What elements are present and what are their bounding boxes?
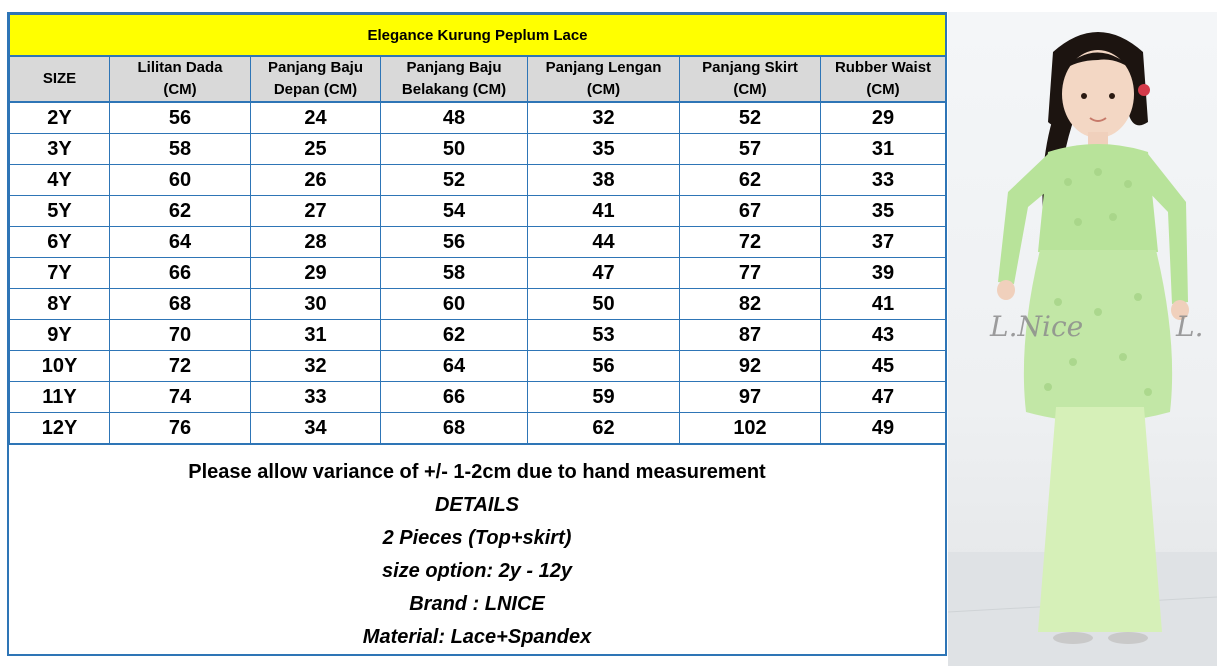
size-cell: 11Y bbox=[10, 382, 110, 413]
measurement-cell: 31 bbox=[251, 320, 381, 351]
measurement-cell: 41 bbox=[528, 196, 680, 227]
measurement-cell: 64 bbox=[110, 227, 251, 258]
size-cell: 2Y bbox=[10, 102, 110, 134]
measurement-cell: 50 bbox=[381, 134, 528, 165]
size-cell: 8Y bbox=[10, 289, 110, 320]
table-row bbox=[10, 102, 946, 134]
measurement-cell: 72 bbox=[110, 351, 251, 382]
measurement-cell: 62 bbox=[381, 320, 528, 351]
table-row bbox=[10, 320, 946, 351]
measurement-cell: 32 bbox=[251, 351, 381, 382]
measurement-cell: 38 bbox=[528, 165, 680, 196]
table-row bbox=[10, 165, 946, 196]
table-row bbox=[10, 289, 946, 320]
measurement-cell: 48 bbox=[381, 102, 528, 134]
measurement-cell: 76 bbox=[110, 413, 251, 445]
header-panjang-baju-belakang: Panjang Baju Belakang (CM) bbox=[381, 56, 528, 102]
measurement-cell: 33 bbox=[821, 165, 946, 196]
table-row bbox=[10, 227, 946, 258]
notes bbox=[9, 445, 945, 654]
measurement-cell: 49 bbox=[821, 413, 946, 445]
measurement-cell: 47 bbox=[821, 382, 946, 413]
measurement-cell: 52 bbox=[381, 165, 528, 196]
measurement-cell: 29 bbox=[251, 258, 381, 289]
measurement-cell: 43 bbox=[821, 320, 946, 351]
measurement-cell: 62 bbox=[680, 165, 821, 196]
measurement-cell: 58 bbox=[381, 258, 528, 289]
header-panjang-skirt: Panjang Skirt (CM) bbox=[680, 56, 821, 102]
measurement-cell: 97 bbox=[680, 382, 821, 413]
material-note: Material: Lace+Spandex bbox=[362, 626, 592, 648]
table-row bbox=[10, 196, 946, 227]
size-option-note: size option: 2y - 12y bbox=[381, 560, 573, 582]
measurement-cell: 82 bbox=[680, 289, 821, 320]
size-cell: 7Y bbox=[10, 258, 110, 289]
measurement-cell: 45 bbox=[821, 351, 946, 382]
measurement-cell: 59 bbox=[528, 382, 680, 413]
measurement-cell: 56 bbox=[381, 227, 528, 258]
table-row bbox=[10, 258, 946, 289]
measurement-cell: 60 bbox=[110, 165, 251, 196]
measurement-cell: 35 bbox=[821, 196, 946, 227]
measurement-cell: 44 bbox=[528, 227, 680, 258]
details-heading: DETAILS bbox=[434, 494, 520, 516]
measurement-cell: 77 bbox=[680, 258, 821, 289]
measurement-cell: 72 bbox=[680, 227, 821, 258]
measurement-cell: 56 bbox=[110, 102, 251, 134]
measurement-cell: 25 bbox=[251, 134, 381, 165]
header-rubber-waist: Rubber Waist (CM) bbox=[821, 56, 946, 102]
measurement-cell: 30 bbox=[251, 289, 381, 320]
measurement-cell: 62 bbox=[528, 413, 680, 445]
measurement-cell: 35 bbox=[528, 134, 680, 165]
measurement-cell: 62 bbox=[110, 196, 251, 227]
measurement-cell: 31 bbox=[821, 134, 946, 165]
header-panjang-baju-depan: Panjang Baju Depan (CM) bbox=[251, 56, 381, 102]
table-row bbox=[10, 134, 946, 165]
header-size: SIZE bbox=[10, 56, 110, 102]
variance-note: Please allow variance of +/- 1-2cm due to hand measurement bbox=[188, 461, 766, 483]
measurement-cell: 74 bbox=[110, 382, 251, 413]
measurement-cell: 53 bbox=[528, 320, 680, 351]
measurement-cell: 50 bbox=[528, 289, 680, 320]
measurement-cell: 54 bbox=[381, 196, 528, 227]
size-table bbox=[9, 14, 946, 445]
measurement-cell: 29 bbox=[821, 102, 946, 134]
header-panjang-lengan: Panjang Lengan (CM) bbox=[528, 56, 680, 102]
table-row bbox=[10, 351, 946, 382]
table-title: Elegance Kurung Peplum Lace bbox=[10, 15, 946, 57]
measurement-cell: 57 bbox=[680, 134, 821, 165]
measurement-cell: 39 bbox=[821, 258, 946, 289]
measurement-cell: 102 bbox=[680, 413, 821, 445]
measurement-cell: 52 bbox=[680, 102, 821, 134]
size-cell: 12Y bbox=[10, 413, 110, 445]
measurement-cell: 47 bbox=[528, 258, 680, 289]
measurement-cell: 64 bbox=[381, 351, 528, 382]
table-row bbox=[10, 413, 946, 445]
measurement-cell: 70 bbox=[110, 320, 251, 351]
size-chart bbox=[7, 12, 947, 656]
measurement-cell: 66 bbox=[110, 258, 251, 289]
size-cell: 9Y bbox=[10, 320, 110, 351]
measurement-cell: 66 bbox=[381, 382, 528, 413]
header-lilitan-dada: Lilitan Dada (CM) bbox=[110, 56, 251, 102]
watermark-right: L. bbox=[1176, 310, 1204, 343]
size-cell: 10Y bbox=[10, 351, 110, 382]
measurement-cell: 58 bbox=[110, 134, 251, 165]
product-photo bbox=[948, 12, 1217, 666]
measurement-cell: 28 bbox=[251, 227, 381, 258]
measurement-cell: 60 bbox=[381, 289, 528, 320]
table-row bbox=[10, 382, 946, 413]
measurement-cell: 24 bbox=[251, 102, 381, 134]
pieces-note: 2 Pieces (Top+skirt) bbox=[382, 527, 572, 549]
size-cell: 3Y bbox=[10, 134, 110, 165]
size-cell: 6Y bbox=[10, 227, 110, 258]
measurement-cell: 56 bbox=[528, 351, 680, 382]
measurement-cell: 92 bbox=[680, 351, 821, 382]
table-body bbox=[10, 102, 946, 444]
measurement-cell: 68 bbox=[110, 289, 251, 320]
measurement-cell: 41 bbox=[821, 289, 946, 320]
measurement-cell: 32 bbox=[528, 102, 680, 134]
header-row bbox=[10, 56, 946, 102]
measurement-cell: 26 bbox=[251, 165, 381, 196]
measurement-cell: 37 bbox=[821, 227, 946, 258]
measurement-cell: 27 bbox=[251, 196, 381, 227]
measurement-cell: 87 bbox=[680, 320, 821, 351]
measurement-cell: 67 bbox=[680, 196, 821, 227]
brand-note: Brand : LNICE bbox=[409, 593, 545, 615]
measurement-cell: 68 bbox=[381, 413, 528, 445]
watermark-left: L.Nice bbox=[990, 310, 1084, 343]
measurement-cell: 33 bbox=[251, 382, 381, 413]
size-cell: 5Y bbox=[10, 196, 110, 227]
measurement-cell: 34 bbox=[251, 413, 381, 445]
size-cell: 4Y bbox=[10, 165, 110, 196]
